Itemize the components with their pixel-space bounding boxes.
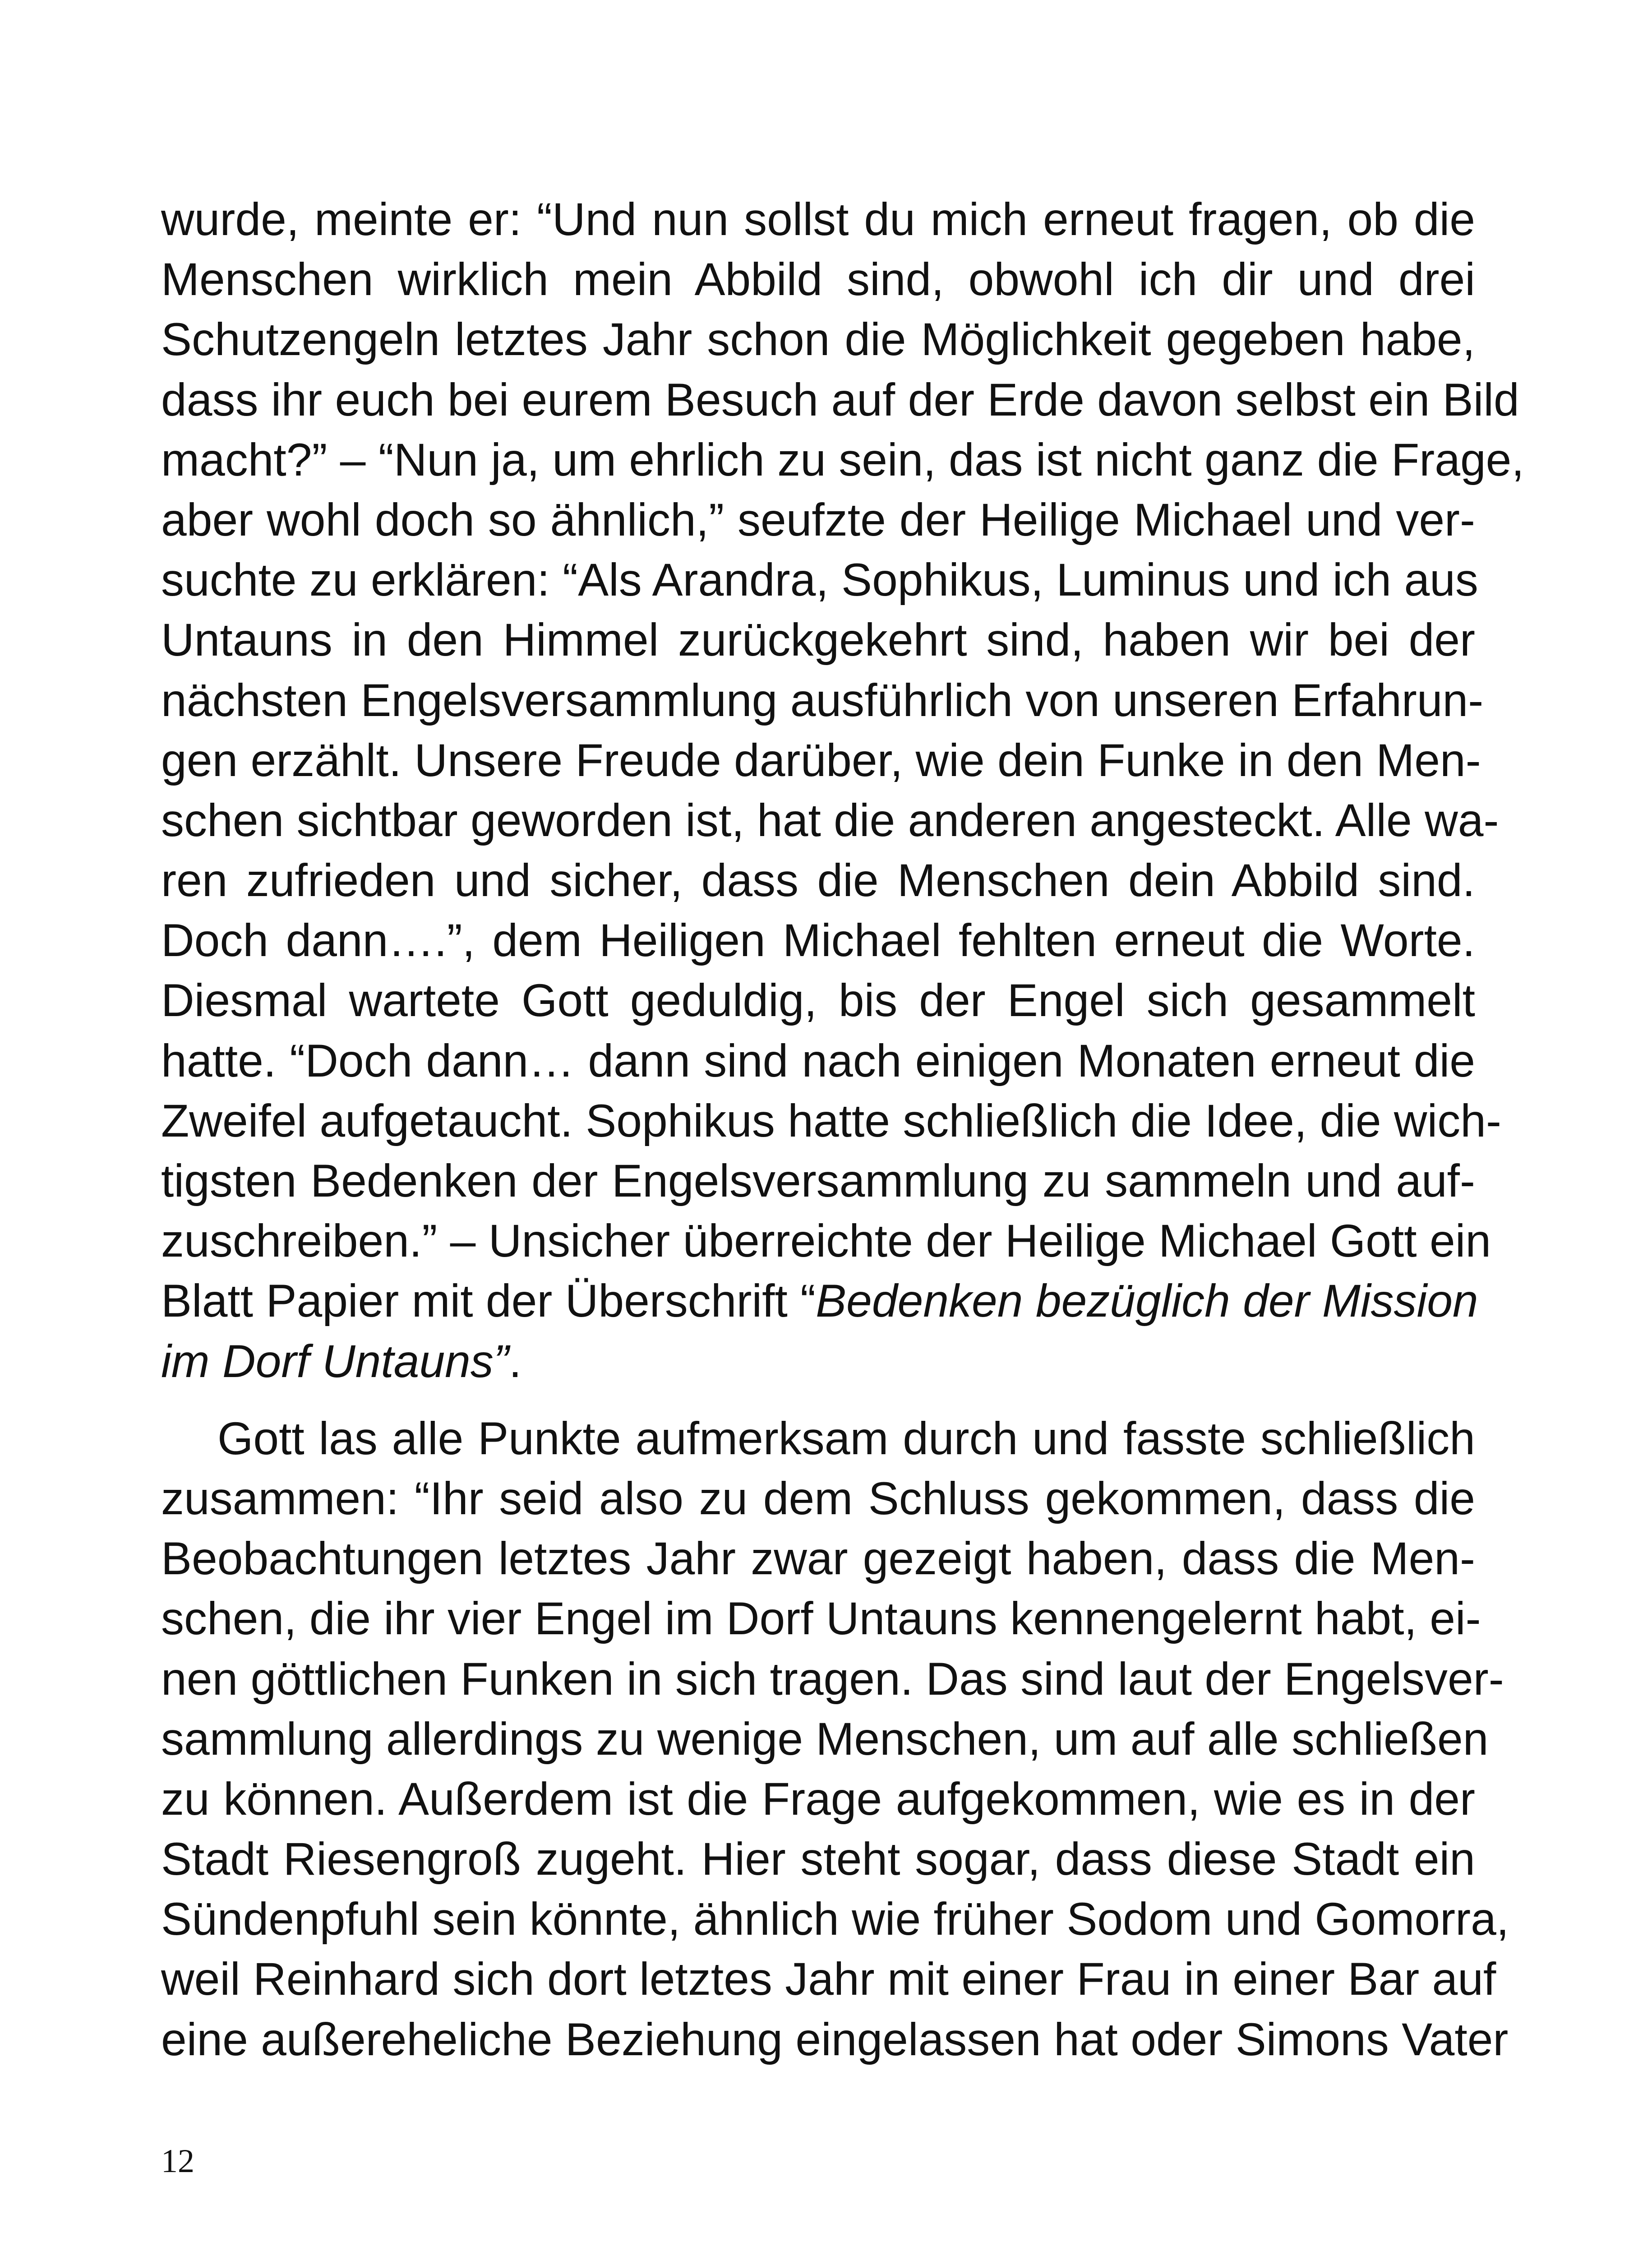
text-line: weil Reinhard sich dort letztes Jahr mit einer Frau in einer Bar auf [161,1953,1496,2005]
text-line: Gott las alle Punkte aufmerksam durch und fasste schließlich [217,1412,1475,1464]
page-number: 12 [161,2143,194,2180]
text-line: aber wohl doch so ähnlich,” seufzte der Heilige Michael und ver- [161,494,1475,546]
paragraph-1 [161,190,1524,1392]
text-line [161,1271,1478,1331]
text-line: ren zufrieden und sicher, dass die Menschen dein Abbild sind. [161,855,1475,906]
document-title-italic: im Dorf Untauns” [161,1335,509,1387]
text-line: Diesmal wartete Gott geduldig, bis der Engel sich gesammelt [161,975,1475,1026]
text-line: Untauns in den Himmel zurückgekehrt sind, haben wir bei der [161,614,1475,666]
text-line: dass ihr euch bei eurem Besuch auf der Erde davon selbst ein Bild [161,374,1519,425]
body-text [161,190,1524,2070]
text-line: zu können. Außerdem ist die Frage aufgekommen, wie es in der [161,1773,1475,1825]
text-line: Sündenpfuhl sein könnte, ähnlich wie früher Sodom und Gomorra, [161,1893,1509,1945]
text-line: nächsten Engelsversammlung ausführlich von unseren Erfahrun- [161,674,1484,726]
text-line: nen göttlichen Funken in sich tragen. Das sind laut der Engelsver- [161,1653,1504,1705]
text-line: hatte. “Doch dann… dann sind nach einigen Monaten erneut die [161,1035,1475,1086]
text-line: gen erzählt. Unsere Freude darüber, wie dein Funke in den Men- [161,734,1481,786]
text-line: schen, die ihr vier Engel im Dorf Untauns kennengelernt habt, ei- [161,1593,1481,1645]
document-title-italic: Bedenken bezüglich der Mission [816,1275,1478,1327]
text-line: zusammen: “Ihr seid also zu dem Schluss gekommen, dass die [161,1472,1475,1524]
text-segment: . [508,1335,522,1387]
text-line: zuschreiben.” – Unsicher überreichte der Heilige Michael Gott ein [161,1215,1491,1267]
text-segment: Blatt Papier mit der Überschrift “ [161,1275,816,1327]
text-line: schen sichtbar geworden ist, hat die anderen angesteckt. Alle wa- [161,794,1499,846]
text-line: Menschen wirklich mein Abbild sind, obwohl ich dir und drei [161,254,1475,305]
text-line: Beobachtungen letztes Jahr zwar gezeigt haben, dass die Men- [161,1533,1475,1585]
text-line: tigsten Bedenken der Engelsversammlung zu sammeln und auf- [161,1155,1475,1207]
text-line: suchte zu erklären: “Als Arandra, Sophikus, Luminus und ich aus [161,554,1478,606]
text-line: Schutzengeln letztes Jahr schon die Möglichkeit gegeben habe, [161,314,1475,365]
text-line: Zweifel aufgetaucht. Sophikus hatte schließlich die Idee, die wich- [161,1095,1501,1146]
text-line: macht?” – “Nun ja, um ehrlich zu sein, das ist nicht ganz die Frage, [161,434,1524,485]
text-line: wurde, meinte er: “Und nun sollst du mich erneut fragen, ob die [161,194,1475,245]
paragraph-2 [161,1409,1509,2070]
text-line: sammlung allerdings zu wenige Menschen, um auf alle schließen [161,1713,1489,1765]
text-line: Stadt Riesengroß zugeht. Hier steht sogar, dass diese Stadt ein [161,1833,1475,1885]
text-line [161,1331,1475,1392]
text-line: eine außereheliche Beziehung eingelassen hat oder Simons Vater [161,2013,1509,2065]
text-line: Doch dann….”, dem Heiligen Michael fehlten erneut die Worte. [161,915,1475,966]
